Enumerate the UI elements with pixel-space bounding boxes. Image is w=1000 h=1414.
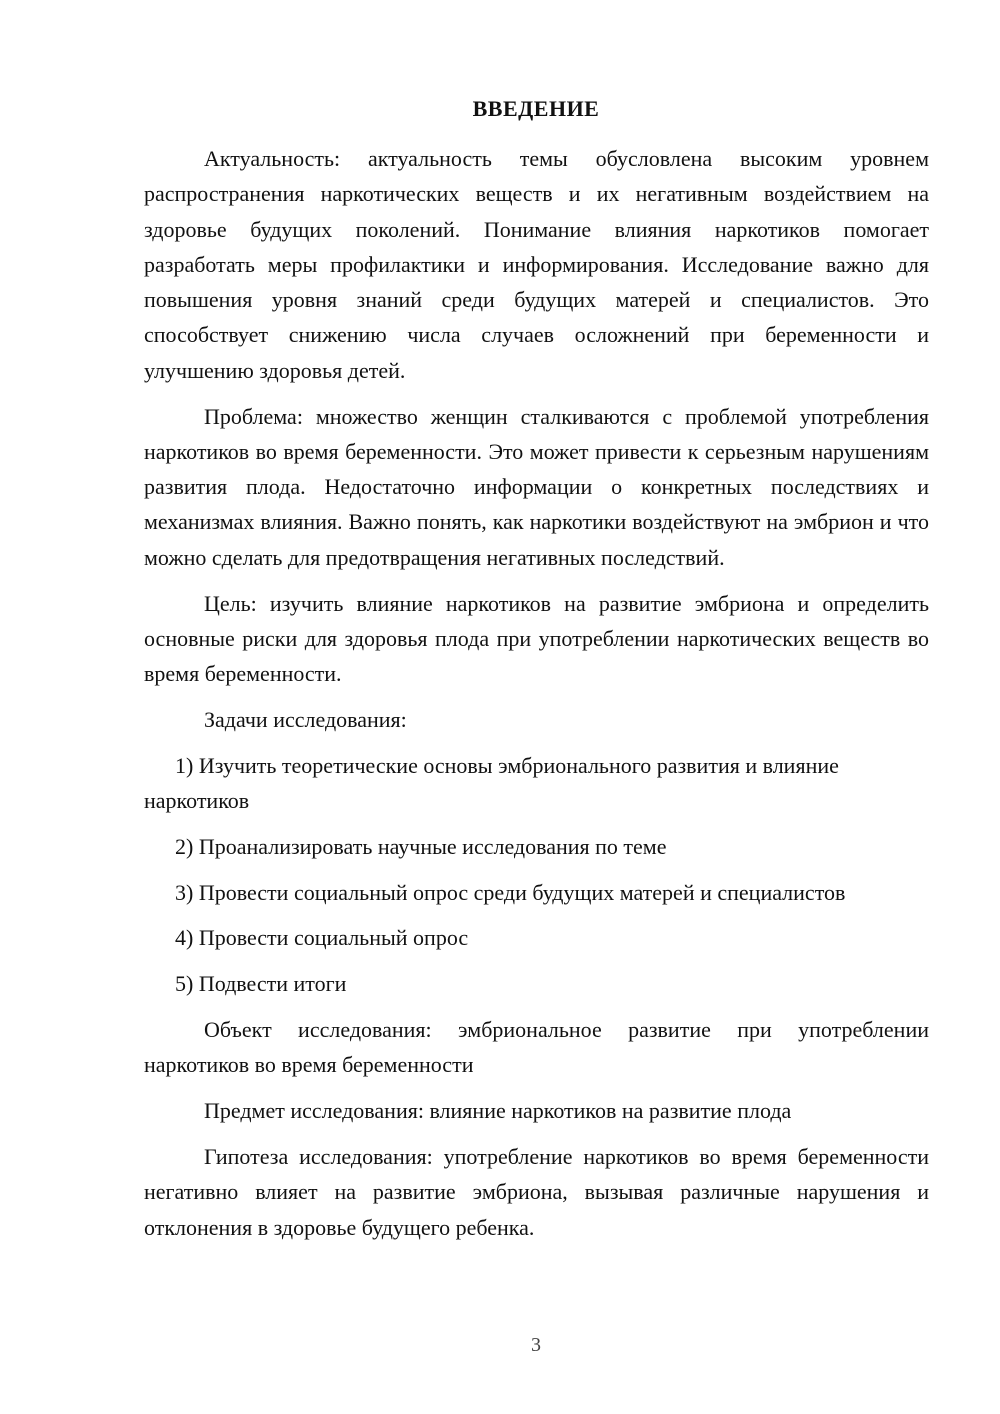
tasks-heading: Задачи исследования:: [204, 706, 407, 732]
paragraph-goal: Цель: изучить влияние наркотиков на развитие эмбриона и определить основные риски для здоровья плода при употреблении наркотических веществ во время беременности.: [144, 590, 929, 687]
task-item: 2) Проанализировать научные исследования по теме: [175, 833, 667, 859]
paragraph-object: Объект исследования: эмбриональное развитие при употреблении наркотиков во время беременности: [144, 1017, 929, 1078]
task-item: 5) Подвести итоги: [175, 971, 347, 997]
task-item: 3) Провести социальный опрос среди будущих матерей и специалистов: [175, 879, 846, 905]
task-item: 4) Провести социальный опрос: [175, 925, 469, 951]
paragraph-subject: Предмет исследования: влияние наркотиков на развитие плода: [204, 1098, 792, 1124]
document-body: [144, 141, 929, 1255]
page-number: 3: [531, 1334, 541, 1356]
page-title: ВВЕДЕНИЕ: [472, 96, 600, 121]
paragraph-relevance: Актуальность: актуальность темы обусловлена высоким уровнем распространения наркотических веществ и их негативным воздействием на здоровье будущих поколений. Понимание влияния наркотиков помогает разработать меры профилактики и информирования. Исследование важно для повышения уровня знаний среди будущих матерей и специалистов. Это способствует снижению числа случаев осложнений при беременности и улучшению здоровья детей.: [144, 146, 929, 383]
task-item: 1) Изучить теоретические основы эмбрионального развития и влияние наркотиков: [144, 752, 839, 814]
paragraph-hypothesis: Гипотеза исследования: употребление наркотиков во время беременности негативно влияет на развитие эмбриона, вызывая различные нарушения и отклонения в здоровье будущего ребенка.: [144, 1143, 929, 1240]
paragraph-problem: Проблема: множество женщин сталкиваются с проблемой употребления наркотиков во время беременности. Это может привести к серьезным нарушениям развития плода. Недостаточно информации о конкретных последствиях и механизмах влияния. Важно понять, как наркотики воздействуют на эмбрион и что можно сделать для предотвращения негативных последствий.: [144, 403, 929, 570]
